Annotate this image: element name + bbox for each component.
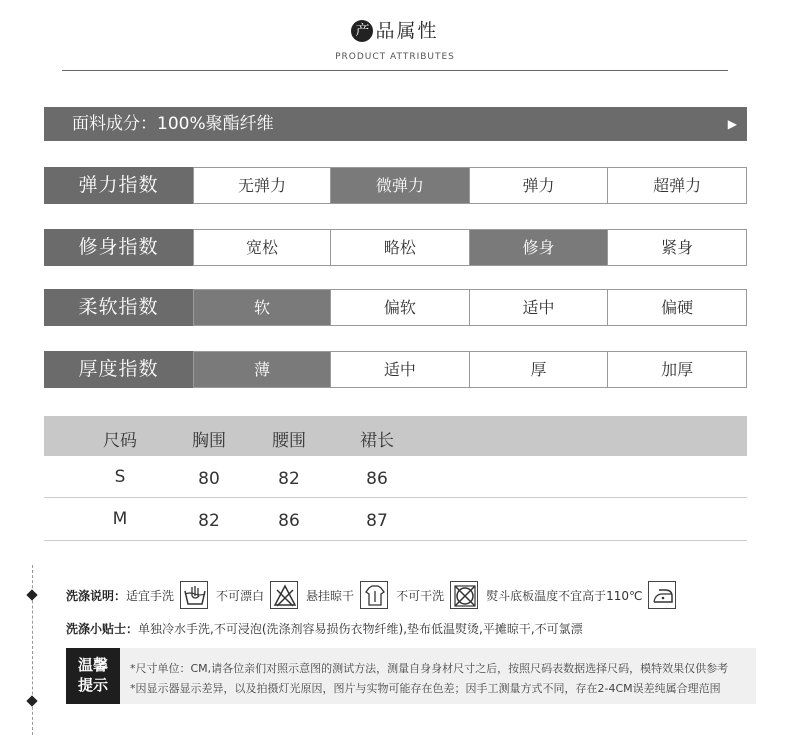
tips-text: 单独冷水手洗,不可浸泡(洗涤剂容易损伤衣物纤维),垫布低温熨烫,平摊晾干,不可氯漂	[138, 622, 583, 636]
title-text: 品属性	[375, 20, 439, 42]
elasticity-index-row	[44, 167, 747, 204]
index-option: 厚	[469, 352, 608, 387]
warm-tips-line: *尺寸单位：CM,请各位亲们对照示意图的测试方法，测量自身身材尺寸之后，按照尺码表数据选择尺码，模特效果仅供参考	[130, 662, 729, 675]
fabric-text: 面料成分：100%聚酯纤维	[72, 114, 274, 134]
tips-title: 洗涤小贴士：	[66, 622, 139, 636]
index-option-selected: 微弹力	[330, 168, 469, 203]
index-option-selected: 修身	[469, 230, 608, 265]
no-dry-clean-icon	[450, 581, 478, 609]
no-bleach-icon	[270, 581, 298, 609]
index-label: 厚度指数	[44, 351, 193, 388]
size-cell: 80	[198, 469, 220, 489]
fit-index-row	[44, 229, 747, 266]
thickness-index-row	[44, 351, 747, 388]
care-title: 洗涤说明：	[66, 588, 127, 603]
warm-label-line: 温馨	[77, 656, 108, 674]
warm-tips-line: *因显示器显示差异，以及拍摄灯光原因，图片与实物可能存在色差；因手工测量方式不同，存在2-4CM误差纯属合理范围	[130, 682, 721, 695]
table-row-divider	[44, 497, 747, 498]
size-cell: M	[112, 509, 128, 529]
diamond-icon	[26, 695, 37, 706]
index-label: 柔软指数	[44, 289, 193, 326]
page-subtitle: PRODUCT ATTRIBUTES	[335, 52, 455, 62]
index-option-selected: 软	[193, 290, 330, 325]
index-option: 弹力	[469, 168, 608, 203]
title-badge: 产	[351, 20, 373, 42]
index-option: 适中	[469, 290, 608, 325]
size-header-cell: 腰围	[272, 431, 306, 451]
index-option: 适中	[330, 352, 469, 387]
table-row-divider	[44, 540, 747, 541]
index-option: 加厚	[607, 352, 746, 387]
warm-tips-label	[66, 648, 120, 704]
index-label: 弹力指数	[44, 167, 193, 204]
size-cell: 87	[366, 511, 388, 531]
size-header-cell: 胸围	[192, 431, 226, 451]
index-option: 超弹力	[607, 168, 746, 203]
hand-wash-icon	[180, 581, 208, 609]
page-title	[0, 16, 790, 43]
index-option: 宽松	[193, 230, 330, 265]
fabric-bar	[44, 107, 747, 141]
arrow-right-icon: ▶	[727, 117, 737, 131]
softness-index-row	[44, 289, 747, 326]
size-cell: S	[114, 467, 126, 487]
warm-label-line: 提示	[77, 676, 108, 694]
care-text: 不可漂白	[216, 588, 265, 603]
index-option: 略松	[330, 230, 469, 265]
size-cell: 86	[278, 511, 300, 531]
size-cell: 82	[198, 511, 220, 531]
size-header-cell: 尺码	[103, 431, 137, 451]
care-text: 悬挂晾干	[306, 588, 355, 603]
header-divider	[62, 70, 728, 71]
size-cell: 86	[366, 469, 388, 489]
washing-tips	[66, 620, 583, 637]
index-option: 偏软	[330, 290, 469, 325]
iron-low-icon	[648, 581, 676, 609]
hang-dry-icon	[360, 581, 388, 609]
index-option: 偏硬	[607, 290, 746, 325]
care-text: 适宜手洗	[126, 588, 175, 603]
warm-tips-box	[66, 648, 756, 704]
care-text: 熨斗底板温度不宜高于110℃	[486, 588, 643, 603]
size-header-cell: 裙长	[360, 431, 394, 451]
index-option: 紧身	[607, 230, 746, 265]
index-label: 修身指数	[44, 229, 193, 266]
index-option: 无弹力	[193, 168, 330, 203]
index-options	[193, 351, 747, 388]
index-option-selected: 薄	[193, 352, 330, 387]
index-options	[193, 289, 747, 326]
index-options	[193, 167, 747, 204]
care-text: 不可干洗	[396, 588, 445, 603]
size-cell: 82	[278, 469, 300, 489]
care-instructions	[66, 580, 684, 610]
index-options	[193, 229, 747, 266]
diamond-icon	[26, 589, 37, 600]
